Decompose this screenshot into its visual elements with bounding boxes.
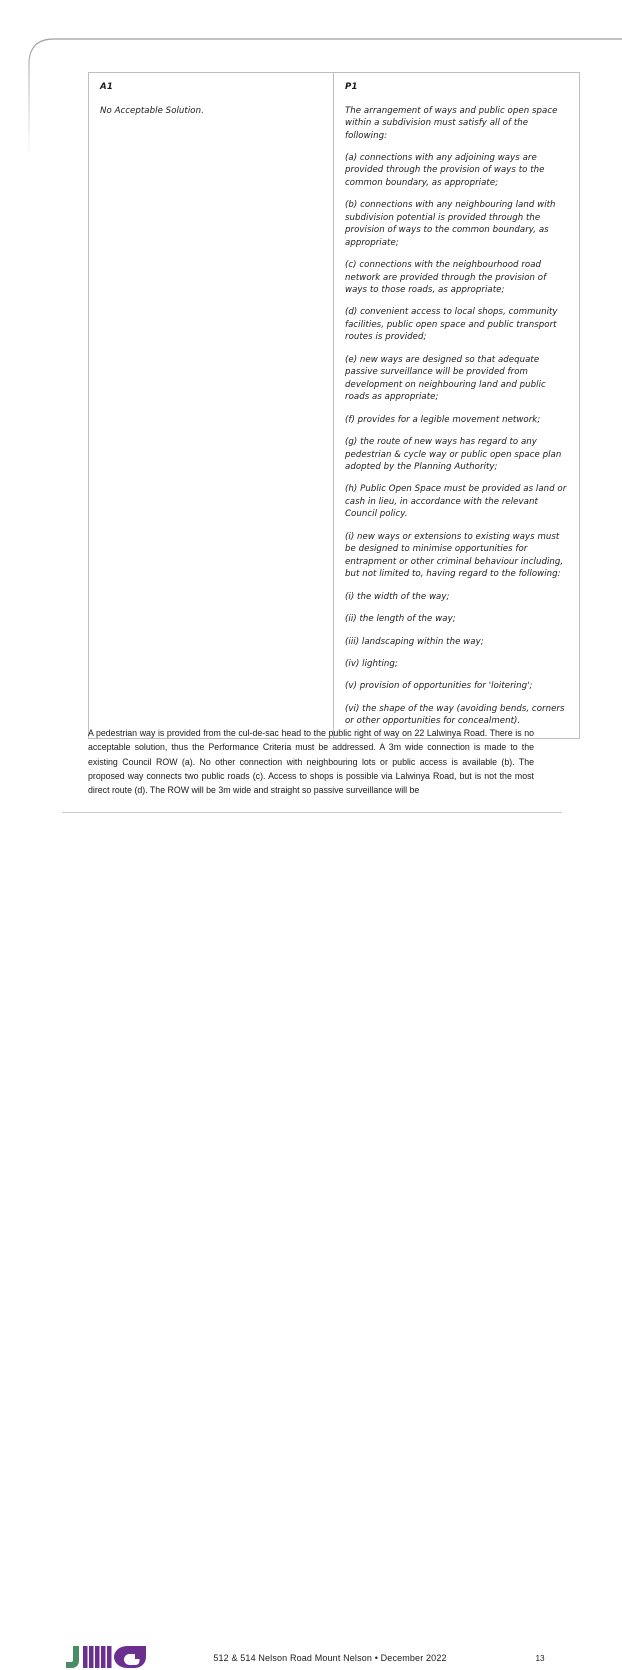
- clause-i-roman-ii: (ii) the length of the way;: [345, 614, 456, 625]
- clause-f: (f) provides for a legible movement network;: [345, 414, 541, 425]
- clause-a: (a) connections with any adjoining ways are provided through the provision of ways to the common boundary, as appropriate;: [345, 152, 545, 188]
- acceptable-solution-cell: [89, 73, 334, 739]
- footer-divider: [62, 812, 562, 813]
- clause-h: (h) Public Open Space must be provided as land or cash in lieu, in accordance with the relevant Council policy.: [345, 484, 567, 520]
- clause-intro: The arrangement of ways and public open space within a subdivision must satisfy all of the following:: [345, 105, 558, 141]
- assessment-paragraph: A pedestrian way is provided from the cul-de-sac head to the public right of way on 22 Lalwinya Road. There is no acceptable solution, thus the Performance Criteria must be addressed. A 3m wide connection is made to the existing Council ROW (a). No other connection with neighbouring lots or public access is available (b). The proposed way connects two public roads (c). Access to shops is possible via Lalwinya Road, but is not the most direct route (d). The ROW will be 3m wide and straight so passive surveillance will be: [88, 728, 534, 795]
- acceptable-solutions-performance-criteria-table: [88, 72, 580, 739]
- page-footer: [0, 818, 622, 1663]
- clause-b: (b) connections with any neighbouring land with subdivision potential is provided through the provision of ways to the common boundary, as appropriate;: [345, 200, 556, 248]
- jmg-logo: [64, 1644, 148, 1670]
- acceptable-solution-header: A1: [100, 82, 114, 92]
- clause-c: (c) connections with the neighbourhood road network are provided through the provision of ways to those roads, as appropriate;: [345, 260, 547, 296]
- clause-i-roman-i: (i) the width of the way;: [345, 591, 450, 602]
- clause-i-roman-iii: (iii) landscaping within the way;: [345, 636, 484, 647]
- clause-e: (e) new ways are designed so that adequate passive surveillance will be provided from development on neighbouring land and public roads as appropriate;: [345, 354, 546, 403]
- clause-i-roman-vi: (vi) the shape of the way (avoiding bends, corners or other opportunities for concealment).: [345, 703, 565, 727]
- clause-g: (g) the route of new ways has regard to any pedestrian & cycle way or public open space plan adopted by the Planning Authority;: [345, 437, 562, 473]
- table-row: [89, 73, 580, 739]
- acceptable-solution-body: No Acceptable Solution.: [100, 105, 204, 116]
- footer-title: 512 & 514 Nelson Road Mount Nelson • December 2022: [213, 1653, 447, 1663]
- performance-criteria-cell: [334, 73, 580, 739]
- clause-d: (d) convenient access to local shops, community facilities, public open space and public transport routes is provided;: [345, 307, 558, 343]
- clause-i: (i) new ways or extensions to existing ways must be designed to minimise opportunities for entrapment or other criminal behaviour including, but not limited to, having regard to the following:: [345, 531, 564, 580]
- performance-criteria-header: P1: [345, 82, 358, 92]
- page-number: 13: [535, 1654, 545, 1663]
- clause-i-roman-v: (v) provision of opportunities for 'loitering';: [345, 681, 533, 692]
- clause-i-roman-iv: (iv) lighting;: [345, 659, 398, 669]
